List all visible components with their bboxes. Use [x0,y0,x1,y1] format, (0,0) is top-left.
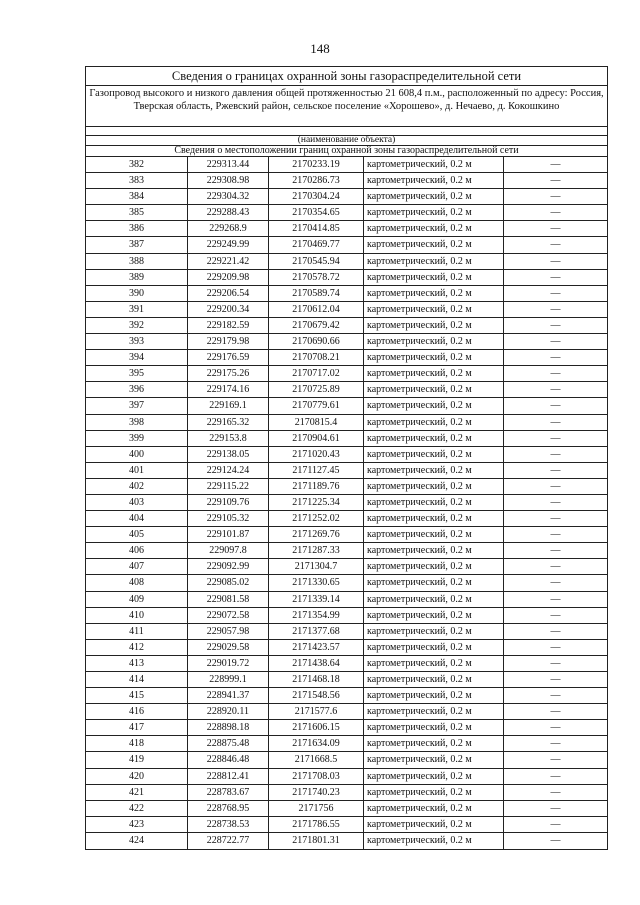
dash-cell: — [550,464,561,476]
point-number-cell: 405 [86,527,188,542]
method-cell: картометрический, 0.2 м [364,624,504,639]
dash-cell: — [550,641,561,653]
x-coordinate-cell: 229169.1 [188,398,269,413]
x-coordinate-cell: 228999.1 [188,672,269,687]
y-coordinate-cell: 2171801.31 [269,833,364,849]
point-number-cell: 387 [86,237,188,252]
dash-cell: — [550,159,561,170]
boundary-table [85,66,608,850]
x-coordinate-cell: 229101.87 [188,527,269,542]
page-number: 148 [310,41,330,56]
table-row [86,656,607,672]
method-cell: картометрический, 0.2 м [364,221,504,236]
table-row [86,173,607,189]
method-cell: картометрический, 0.2 м [364,366,504,381]
dash-cell: — [550,770,561,782]
method-cell: картометрический, 0.2 м [364,398,504,413]
dash-cell: — [550,706,561,718]
dash-cell: — [550,400,561,412]
method-cell: картометрический, 0.2 м [364,688,504,703]
x-coordinate-cell: 229206.54 [188,286,269,301]
point-number-cell: 394 [86,350,188,365]
table-row [86,511,607,527]
method-cell: картометрический, 0.2 м [364,415,504,430]
table-row [86,785,607,801]
dash-cell: — [550,529,561,541]
x-coordinate-cell: 228898.18 [188,720,269,735]
method-cell: картометрический, 0.2 м [364,334,504,349]
dash-cell: — [550,625,561,637]
point-number-cell: 393 [86,334,188,349]
table-row [86,157,607,173]
x-coordinate-cell: 229304.32 [188,189,269,204]
y-coordinate-cell: 2170414.85 [269,221,364,236]
y-coordinate-cell: 2170354.65 [269,205,364,220]
point-number-cell: 411 [86,624,188,639]
method-cell: картометрический, 0.2 м [364,640,504,655]
point-number-cell: 382 [86,157,188,172]
point-number-cell: 403 [86,495,188,510]
table-subtitle: Сведения о местоположении границ охранной зоны газораспределительной сети [86,146,607,157]
x-coordinate-cell: 229176.59 [188,350,269,365]
y-coordinate-cell: 2170708.21 [269,350,364,365]
point-number-cell: 397 [86,398,188,413]
method-cell: картометрический, 0.2 м [364,817,504,832]
table-row [86,334,607,350]
point-number-cell: 410 [86,608,188,623]
x-coordinate-cell: 228920.11 [188,704,269,719]
method-cell: картометрический, 0.2 м [364,769,504,784]
dash-cell: — [550,207,561,219]
method-cell: картометрический, 0.2 м [364,173,504,188]
table-row [86,431,607,447]
method-cell: картометрический, 0.2 м [364,736,504,751]
point-number-cell: 409 [86,592,188,607]
x-coordinate-cell: 229124.24 [188,463,269,478]
y-coordinate-cell: 2170304.24 [269,189,364,204]
y-coordinate-cell: 2171577.6 [269,704,364,719]
point-number-cell: 392 [86,318,188,333]
y-coordinate-cell: 2170469.77 [269,237,364,252]
x-coordinate-cell: 229097.8 [188,543,269,558]
point-number-cell: 416 [86,704,188,719]
y-coordinate-cell: 2170545.94 [269,254,364,269]
dash-cell: — [550,319,561,331]
table-row [86,624,607,640]
point-number-cell: 418 [86,736,188,751]
y-coordinate-cell: 2170679.42 [269,318,364,333]
table-row [86,398,607,414]
table-row [86,559,607,575]
y-coordinate-cell: 2171634.09 [269,736,364,751]
table-row [86,608,607,624]
x-coordinate-cell: 228768.95 [188,801,269,816]
table-row [86,350,607,366]
table-row [86,672,607,688]
y-coordinate-cell: 2171668.5 [269,752,364,767]
x-coordinate-cell: 229165.32 [188,415,269,430]
point-number-cell: 406 [86,543,188,558]
table-row [86,543,607,559]
y-coordinate-cell: 2171287.33 [269,543,364,558]
dash-cell: — [550,754,561,766]
point-number-cell: 424 [86,833,188,849]
x-coordinate-cell: 229209.98 [188,270,269,285]
method-cell: картометрический, 0.2 м [364,527,504,542]
x-coordinate-cell: 228846.48 [188,752,269,767]
table-row [86,801,607,817]
table-row [86,527,607,543]
y-coordinate-cell: 2171225.34 [269,495,364,510]
point-number-cell: 421 [86,785,188,800]
dash-cell: — [550,384,561,396]
x-coordinate-cell: 229092.99 [188,559,269,574]
point-number-cell: 419 [86,752,188,767]
point-number-cell: 388 [86,254,188,269]
method-cell: картометрический, 0.2 м [364,189,504,204]
table-row [86,318,607,334]
dash-cell: — [550,786,561,798]
x-coordinate-cell: 229057.98 [188,624,269,639]
dash-cell: — [550,513,561,525]
x-coordinate-cell: 228722.77 [188,833,269,849]
point-number-cell: 408 [86,575,188,590]
method-cell: картометрический, 0.2 м [364,801,504,816]
x-coordinate-cell: 229182.59 [188,318,269,333]
y-coordinate-cell: 2171269.76 [269,527,364,542]
dash-cell: — [550,496,561,508]
table-row [86,592,607,608]
y-coordinate-cell: 2170578.72 [269,270,364,285]
x-coordinate-cell: 229105.32 [188,511,269,526]
x-coordinate-cell: 229072.58 [188,608,269,623]
x-coordinate-cell: 229115.22 [188,479,269,494]
y-coordinate-cell: 2171740.23 [269,785,364,800]
point-number-cell: 395 [86,366,188,381]
method-cell: картометрический, 0.2 м [364,559,504,574]
y-coordinate-cell: 2171786.55 [269,817,364,832]
method-cell: картометрический, 0.2 м [364,350,504,365]
table-title: Сведения о границах охранной зоны газораспределительной сети [86,67,607,86]
method-cell: картометрический, 0.2 м [364,592,504,607]
x-coordinate-cell: 229174.16 [188,382,269,397]
x-coordinate-cell: 228875.48 [188,736,269,751]
point-number-cell: 423 [86,817,188,832]
y-coordinate-cell: 2171423.57 [269,640,364,655]
table-row [86,286,607,302]
dash-cell: — [550,690,561,702]
table-row [86,769,607,785]
y-coordinate-cell: 2171304.7 [269,559,364,574]
table-row [86,833,607,849]
table-row [86,704,607,720]
table-row [86,463,607,479]
point-number-cell: 414 [86,672,188,687]
table-row [86,189,607,205]
point-number-cell: 420 [86,769,188,784]
x-coordinate-cell: 229019.72 [188,656,269,671]
method-cell: картометрический, 0.2 м [364,205,504,220]
x-coordinate-cell: 228812.41 [188,769,269,784]
method-cell: картометрический, 0.2 м [364,479,504,494]
x-coordinate-cell: 229153.8 [188,431,269,446]
table-row [86,447,607,463]
dash-cell: — [550,336,561,348]
x-coordinate-cell: 229029.58 [188,640,269,655]
dash-cell: — [550,175,561,187]
point-number-cell: 404 [86,511,188,526]
method-cell: картометрический, 0.2 м [364,656,504,671]
point-number-cell: 407 [86,559,188,574]
dash-cell: — [550,577,561,589]
x-coordinate-cell: 228941.37 [188,688,269,703]
dash-cell: — [550,368,561,380]
method-cell: картометрический, 0.2 м [364,752,504,767]
point-number-cell: 417 [86,720,188,735]
y-coordinate-cell: 2170286.73 [269,173,364,188]
table-row [86,752,607,768]
point-number-cell: 383 [86,173,188,188]
table-row [86,495,607,511]
method-cell: картометрический, 0.2 м [364,237,504,252]
method-cell: картометрический, 0.2 м [364,157,504,172]
x-coordinate-cell: 229175.26 [188,366,269,381]
dash-cell: — [550,609,561,621]
y-coordinate-cell: 2171330.65 [269,575,364,590]
dash-cell: — [550,432,561,444]
y-coordinate-cell: 2170815.4 [269,415,364,430]
y-coordinate-cell: 2171020.43 [269,447,364,462]
dash-cell: — [550,834,561,846]
table-row [86,254,607,270]
y-coordinate-cell: 2171252.02 [269,511,364,526]
dash-cell: — [550,818,561,830]
y-coordinate-cell: 2170589.74 [269,286,364,301]
method-cell: картометрический, 0.2 м [364,447,504,462]
method-cell: картометрический, 0.2 м [364,608,504,623]
point-number-cell: 398 [86,415,188,430]
point-number-cell: 390 [86,286,188,301]
table-row [86,366,607,382]
y-coordinate-cell: 2170233.19 [269,157,364,172]
method-cell: картометрический, 0.2 м [364,286,504,301]
point-number-cell: 401 [86,463,188,478]
method-cell: картометрический, 0.2 м [364,511,504,526]
point-number-cell: 415 [86,688,188,703]
dash-cell: — [550,802,561,814]
y-coordinate-cell: 2170690.66 [269,334,364,349]
table-row [86,221,607,237]
table-row [86,736,607,752]
method-cell: картометрический, 0.2 м [364,575,504,590]
dash-cell: — [550,416,561,428]
y-coordinate-cell: 2171189.76 [269,479,364,494]
table-row [86,237,607,253]
dash-cell: — [550,352,561,364]
object-description: Газопровод высокого и низкого давления общей протяженностью 21 608,4 п.м., расположенный по адресу: Россия, Тверская область, Ржевский район, сельское поселение «Хорошево», д. Нечаево, д. Кокошкино [86,86,607,127]
dash-cell: — [550,239,561,251]
dash-cell: — [550,255,561,267]
dash-cell: — [550,657,561,669]
y-coordinate-cell: 2170904.61 [269,431,364,446]
y-coordinate-cell: 2171606.15 [269,720,364,735]
dash-cell: — [550,480,561,492]
method-cell: картометрический, 0.2 м [364,495,504,510]
method-cell: картометрический, 0.2 м [364,318,504,333]
table-row [86,270,607,286]
x-coordinate-cell: 228783.67 [188,785,269,800]
table-row [86,575,607,591]
y-coordinate-cell: 2171708.03 [269,769,364,784]
y-coordinate-cell: 2171438.64 [269,656,364,671]
x-coordinate-cell: 229200.34 [188,302,269,317]
dash-cell: — [550,593,561,605]
point-number-cell: 412 [86,640,188,655]
y-coordinate-cell: 2171354.99 [269,608,364,623]
x-coordinate-cell: 229288.43 [188,205,269,220]
dash-cell: — [550,738,561,750]
y-coordinate-cell: 2170779.61 [269,398,364,413]
table-row [86,688,607,704]
point-number-cell: 385 [86,205,188,220]
method-cell: картометрический, 0.2 м [364,254,504,269]
y-coordinate-cell: 2170612.04 [269,302,364,317]
x-coordinate-cell: 229085.02 [188,575,269,590]
dash-cell: — [550,722,561,734]
point-number-cell: 396 [86,382,188,397]
method-cell: картометрический, 0.2 м [364,785,504,800]
method-cell: картометрический, 0.2 м [364,382,504,397]
point-number-cell: 386 [86,221,188,236]
dash-cell: — [550,448,561,460]
x-coordinate-cell: 229221.42 [188,254,269,269]
point-number-cell: 422 [86,801,188,816]
point-number-cell: 413 [86,656,188,671]
dash-cell: — [550,223,561,235]
x-coordinate-cell: 229268.9 [188,221,269,236]
x-coordinate-cell: 229109.76 [188,495,269,510]
point-number-cell: 384 [86,189,188,204]
point-number-cell: 400 [86,447,188,462]
table-row [86,640,607,656]
object-caption: (наименование объекта) [86,136,607,146]
method-cell: картометрический, 0.2 м [364,672,504,687]
method-cell: картометрический, 0.2 м [364,302,504,317]
point-number-cell: 391 [86,302,188,317]
point-number-cell: 389 [86,270,188,285]
x-coordinate-cell: 229138.05 [188,447,269,462]
dash-cell: — [550,674,561,685]
y-coordinate-cell: 2170725.89 [269,382,364,397]
dash-cell: — [550,191,561,203]
dash-cell: — [550,271,561,283]
dash-cell: — [550,561,561,573]
point-number-cell: 399 [86,431,188,446]
dash-cell: — [550,545,561,557]
x-coordinate-cell: 229249.99 [188,237,269,252]
x-coordinate-cell: 229179.98 [188,334,269,349]
dash-cell: — [550,287,561,299]
y-coordinate-cell: 2171339.14 [269,592,364,607]
table-row [86,415,607,431]
table-body [86,157,607,849]
table-row [86,382,607,398]
y-coordinate-cell: 2171756 [269,801,364,816]
dash-cell: — [550,303,561,315]
method-cell: картометрический, 0.2 м [364,431,504,446]
y-coordinate-cell: 2171548.56 [269,688,364,703]
method-cell: картометрический, 0.2 м [364,704,504,719]
method-cell: картометрический, 0.2 м [364,833,504,849]
y-coordinate-cell: 2171127.45 [269,463,364,478]
x-coordinate-cell: 229081.58 [188,592,269,607]
y-coordinate-cell: 2171377.68 [269,624,364,639]
table-row [86,205,607,221]
y-coordinate-cell: 2170717.02 [269,366,364,381]
point-number-cell: 402 [86,479,188,494]
table-row [86,817,607,833]
x-coordinate-cell: 229308.98 [188,173,269,188]
table-row [86,479,607,495]
table-row [86,302,607,318]
table-row [86,720,607,736]
y-coordinate-cell: 2171468.18 [269,672,364,687]
method-cell: картометрический, 0.2 м [364,543,504,558]
method-cell: картометрический, 0.2 м [364,720,504,735]
method-cell: картометрический, 0.2 м [364,463,504,478]
x-coordinate-cell: 229313.44 [188,157,269,172]
x-coordinate-cell: 228738.53 [188,817,269,832]
method-cell: картометрический, 0.2 м [364,270,504,285]
